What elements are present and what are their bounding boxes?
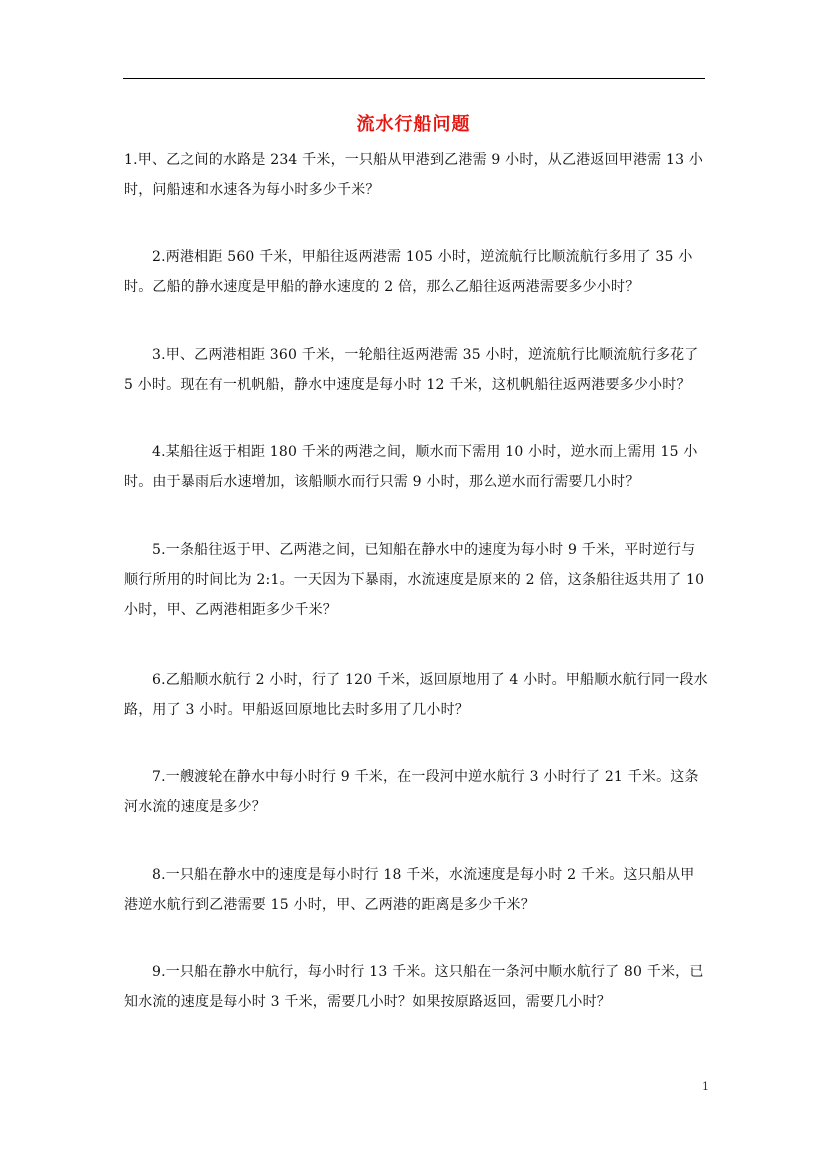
- problem-3: 3.甲、乙两港相距 360 千米，一轮船往返两港需 35 小时，逆流航行比顺流航行多花了 5 小时。现在有一机帆船，静水中速度是每小时 12 千米，这机帆船往返两港要多少小时？: [124, 347, 699, 393]
- problem-8: 8.一只船在静水中的速度是每小时行 18 千米，水流速度是每小时 2 千米。这只船从甲港逆水航行到乙港需要 15 小时，甲、乙两港的距离是多少千米？: [124, 867, 695, 913]
- problem-7: 7.一艘渡轮在静水中每小时行 9 千米，在一段河中逆水航行 3 小时行了 21 千米。这条河水流的速度是多少？: [124, 769, 699, 815]
- page-title: 流水行船问题: [356, 114, 471, 135]
- problem-9: 9.一只船在静水中航行，每小时行 13 千米。这只船在一条河中顺水航行了 80 千米，已知水流的速度是每小时 3 千米，需要几小时？如果按原路返回，需要几小时？: [124, 964, 704, 1010]
- problem-1: 1.甲、乙之间的水路是 234 千米，一只船从甲港到乙港需 9 小时，从乙港返回甲港需 13 小时，问船速和水速各为每小时多少千米？: [124, 152, 704, 198]
- problem-4: 4.某船往返于相距 180 千米的两港之间，顺水而下需用 10 小时，逆水而上需用 15 小时。由于暴雨后水速增加，该船顺水而行只需 9 小时，那么逆水而行需要几小时？: [124, 444, 698, 490]
- problem-6: 6.乙船顺水航行 2 小时，行了 120 千米，返回原地用了 4 小时。甲船顺水航行同一段水路，用了 3 小时。甲船返回原地比去时多用了几小时？: [124, 672, 708, 718]
- page-number: 1: [702, 1080, 709, 1093]
- problem-2: 2.两港相距 560 千米，甲船往返两港需 105 小时，逆流航行比顺流航行多用了 35 小时。乙船的静水速度是甲船的静水速度的 2 倍，那么乙船往返两港需要多少小时？: [124, 249, 693, 295]
- problem-5: 5.一条船往返于甲、乙两港之间，已知船在静水中的速度为每小时 9 千米，平时逆行与顺行所用的时间比为 2:1。一天因为下暴雨，水流速度是原来的 2 倍，这条船往返共用了 10 小时，甲、乙两港相距多少千米？: [124, 542, 705, 618]
- header-rule: [123, 78, 705, 79]
